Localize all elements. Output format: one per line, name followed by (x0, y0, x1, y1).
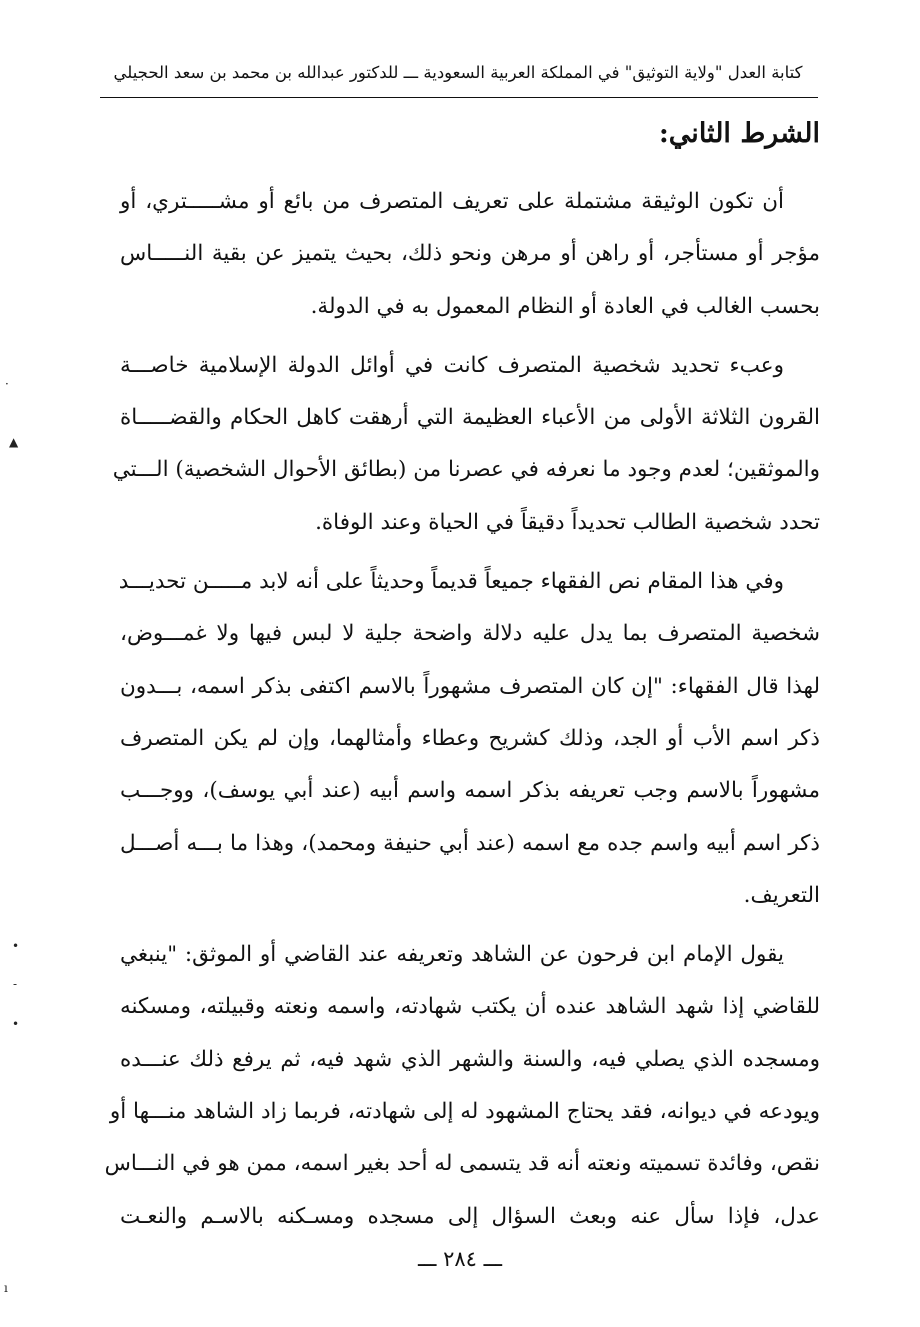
paragraph-1 (120, 176, 820, 333)
scan-speck: - (13, 977, 18, 991)
text-line: مشهوراً بالاسم وجب تعريفه بذكر اسمه واسم أبيه (عند أبي يوسف)، ووجـــب (120, 778, 820, 804)
text-line: يقول الإمام ابن فرحون عن الشاهد وتعريفه عند القاضي أو الموثق: "ينبغي (120, 942, 784, 968)
section-title: الشرط الثاني: (658, 118, 820, 149)
text-line: وعبء تحديد شخصية المتصرف كانت في أوائل الدولة الإسلامية خاصـــة (120, 352, 784, 378)
paragraph-4 (104, 929, 820, 1243)
scan-speck: · (5, 377, 9, 391)
body-text (104, 176, 820, 1243)
text-line: أن تكون الوثيقة مشتملة على تعريف المتصرف من بائع أو مشـــــتري، أو (120, 189, 784, 214)
scan-speck: • (12, 939, 20, 953)
text-line: وفي هذا المقام نص الفقهاء جميعاً قديماً وحديثاً على أنه لابد مـــــن تحديـــد (118, 569, 784, 595)
text-line: ويودعه في ديوانه، فقد يحتاج المشهود له إلى شهادته، فربما زاد الشاهد منـــها أو (109, 1099, 820, 1125)
text-line: تحدد شخصية الطالب تحديداً دقيقاً في الحياة وعند الوفاة. (315, 509, 820, 535)
text-line: شخصية المتصرف بما يدل عليه دلالة واضحة جلية لا لبس فيها ولا غمـــوض، (120, 621, 820, 647)
header-rule (100, 97, 818, 98)
paragraph-2 (112, 340, 820, 549)
text-line: ذكر اسم الأب أو الجد، وذلك كشريح وعطاء وأمثالهما، وإن لم يكن المتصرف (120, 725, 820, 751)
text-line: لهذا قال الفقهاء: "إن كان المتصرف مشهوراً بالاسم اكتفى بذكر اسمه، بـــدون (120, 673, 820, 699)
scan-speck: • (12, 1017, 20, 1031)
text-line: نقص، وفائدة تسميته ونعته أنه قد يتسمى له أحد بغير اسمه، ممن هو في النـــاس (104, 1151, 820, 1177)
text-line: للقاضي إذا شهد الشاهد عنده أن يكتب شهادته، واسمه ونعته وقبيلته، ومسكنه (120, 994, 820, 1020)
text-line: ومسجده الذي يصلي فيه، والسنة والشهر الذي شهد فيه، ثم يرفع ذلك عنـــده (120, 1046, 820, 1072)
running-header: كتابة العدل "ولاية التوثيق" في المملكة العربية السعودية ـــ للدكتور عبدالله بن محمد بن سعد الحجيلي (113, 63, 803, 82)
scan-speck: ▲ (9, 435, 19, 449)
text-line: ذكر اسم أبيه واسم جده مع اسمه (عند أبي حنيفة ومحمد)، وهذا ما بـــه أصـــل (120, 830, 820, 856)
text-line: عدل، فإذا سأل عنه وبعث السؤال إلى مسجده ومسـكنه بالاسـم والنعـت (120, 1203, 820, 1229)
text-line: بحسب الغالب في العادة أو النظام المعمول به في الدولة. (310, 293, 820, 319)
text-line: والموثقين؛ لعدم وجود ما نعرفه في عصرنا من (بطائق الأحوال الشخصية) الـــتي (112, 457, 820, 483)
text-line: التعريف. (743, 882, 820, 908)
text-line: القرون الثلاثة الأولى من الأعباء العظيمة التي أرهقت كاهل الحكام والقضـــــاة (120, 405, 820, 431)
paragraph-3 (120, 556, 820, 922)
scan-speck: ı (4, 1281, 8, 1295)
text-line: مؤجر أو مستأجر، أو راهن أو مرهن ونحو ذلك، بحيث يتميز عن بقية النـــــاس (120, 241, 820, 267)
page-number: ـــ ٢٨٤ ـــ (417, 1247, 503, 1271)
